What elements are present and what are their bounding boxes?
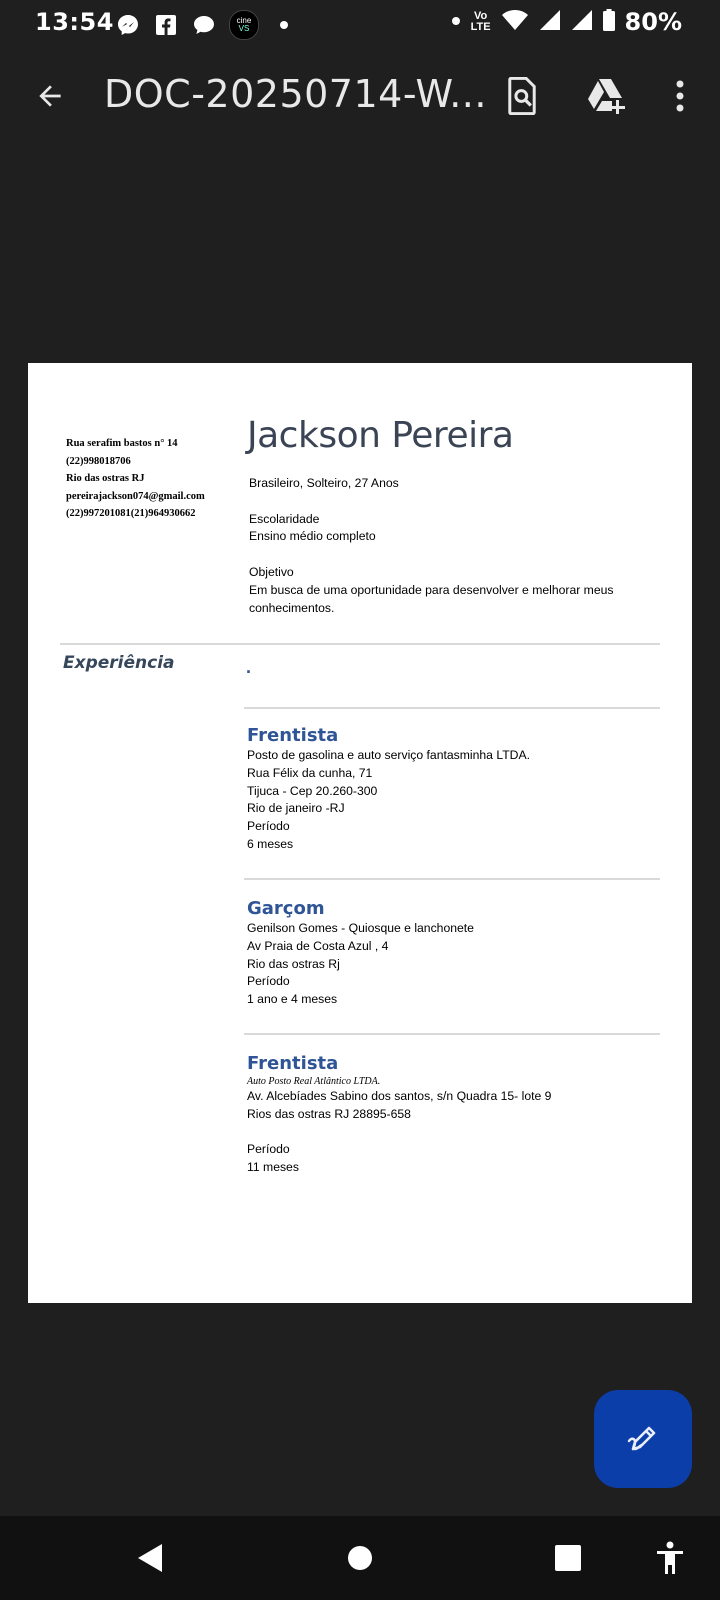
job-line: 11 meses (247, 1160, 299, 1175)
job-entry (247, 725, 667, 854)
navigation-bar (0, 1516, 720, 1600)
job-title: Frentista (247, 725, 339, 746)
search-doc-icon (505, 77, 539, 115)
signal-icon-2 (571, 9, 593, 36)
candidate-name: Jackson Pereira (247, 415, 514, 456)
education-label: Escolaridade (249, 511, 320, 526)
battery-percent: 80% (624, 8, 682, 36)
nav-back-icon (136, 1543, 164, 1573)
contact-email: pereirajackson074@gmail.com (66, 490, 205, 502)
chat-bubble-icon (191, 12, 217, 38)
divider (244, 1033, 660, 1035)
accessibility-button[interactable] (646, 1534, 694, 1582)
job-line: Tijuca - Cep 20.260-300 (247, 783, 378, 798)
summary-block (249, 475, 649, 617)
job-line: 1 ano e 4 meses (247, 992, 338, 1007)
job-entry (247, 1053, 667, 1177)
accessibility-icon (655, 1541, 685, 1575)
nav-recents-icon (554, 1544, 582, 1572)
objective-label: Objetivo (249, 564, 294, 579)
job-line: Rua Félix da cunha, 71 (247, 765, 373, 780)
job-line: Rios das ostras RJ 28895-658 (247, 1106, 411, 1121)
education-value: Ensino médio completo (249, 529, 376, 544)
volte-indicator: Vo LTE (470, 10, 491, 33)
edit-fab-button[interactable] (594, 1390, 692, 1488)
edit-pen-icon (623, 1419, 663, 1459)
objective-value: Em busca de uma oportunidade para desenvolver e melhorar meus conhecimentos. (249, 582, 614, 615)
job-line: Período (247, 974, 290, 989)
wifi-icon (501, 9, 529, 36)
job-line: Rio de janeiro -RJ (247, 801, 345, 816)
document-title: DOC-20250714-W... (104, 72, 487, 116)
contact-info (66, 435, 205, 523)
section-dot: . (246, 657, 252, 677)
job-line: Genilson Gomes - Quiosque e lanchonete (247, 921, 474, 935)
nav-home-button[interactable] (336, 1534, 384, 1582)
personal-info: Brasileiro, Solteiro, 27 Anos (249, 476, 399, 490)
more-options-button[interactable] (656, 72, 704, 120)
job-entry (247, 898, 667, 1009)
nav-back-button[interactable] (126, 1534, 174, 1582)
job-line: Posto de gasolina e auto serviço fantasminha LTDA. (247, 748, 530, 762)
back-button[interactable] (26, 72, 74, 120)
status-time: 13:54 (35, 8, 114, 36)
divider (244, 707, 660, 709)
job-line: Av. Alcebíades Sabino dos santos, s/n Quadra 15- lote 9 (247, 1089, 552, 1103)
messenger-icon (115, 12, 141, 38)
job-line: Período (247, 819, 290, 834)
drive-add-icon (586, 78, 626, 114)
section-title-experience: Experiência (63, 653, 175, 673)
job-line: Período (247, 1142, 290, 1157)
job-line: Rio das ostras Rj (247, 956, 340, 971)
nav-home-icon (346, 1544, 374, 1572)
divider (60, 643, 660, 645)
contact-address: Rua serafim bastos n° 14 (66, 438, 178, 449)
contact-city: Rio das ostras RJ (66, 473, 145, 484)
dot-icon (271, 12, 297, 38)
job-line: Av Praia de Costa Azul , 4 (247, 938, 389, 953)
status-bar (0, 0, 720, 48)
search-in-document-button[interactable] (498, 72, 546, 120)
divider (244, 878, 660, 880)
job-title: Frentista (247, 1053, 339, 1074)
notification-dot-icon (451, 13, 461, 31)
contact-phones-extra: (22)997201081(21)964930662 (66, 508, 196, 519)
signal-icon (539, 9, 561, 36)
job-title: Garçom (247, 898, 325, 919)
back-arrow-icon (34, 80, 66, 112)
job-company: Auto Posto Real Atlântico LTDA. (247, 1076, 381, 1087)
battery-icon (603, 9, 615, 36)
facebook-icon (153, 12, 179, 38)
nav-recents-button[interactable] (544, 1534, 592, 1582)
add-to-drive-button[interactable] (582, 72, 630, 120)
app-bar (0, 48, 720, 144)
document-page[interactable] (28, 363, 692, 1303)
cine-vs-icon: cine VS (229, 10, 259, 40)
contact-phone: (22)998018706 (66, 455, 131, 467)
more-vert-icon (674, 79, 686, 113)
job-line: 6 meses (247, 836, 294, 851)
